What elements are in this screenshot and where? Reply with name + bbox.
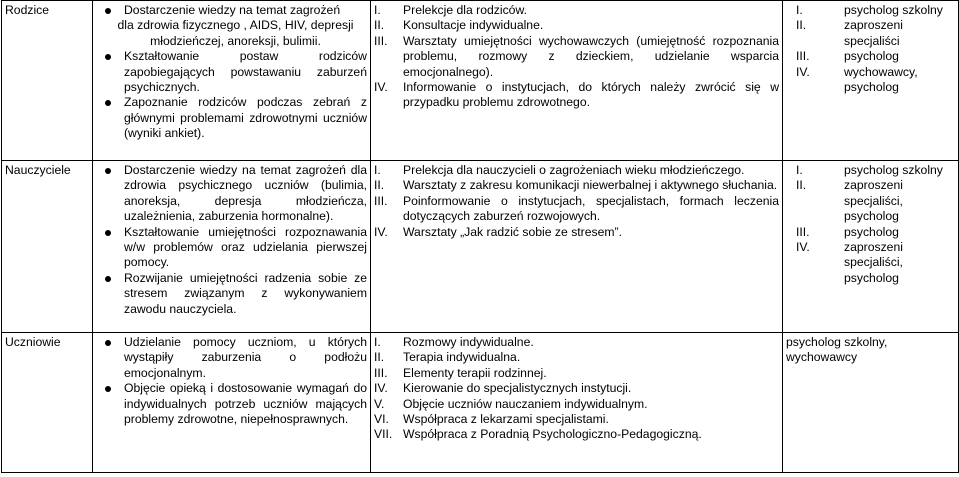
list-item: I. Prelekcja dla nauczycieli o zagrożeniach wieku młodzieńczego. bbox=[374, 163, 745, 177]
forms-list bbox=[374, 163, 779, 240]
list-item: III. psycholog bbox=[796, 49, 899, 64]
list-item: Zapoznanie rodziców podczas zebrań z głównymi problemami zdrowotnymi uczniów (wyniki ankiet). bbox=[96, 95, 367, 141]
bullet-icon bbox=[105, 8, 111, 14]
forms-list bbox=[374, 3, 779, 111]
list-item: Dostarczenie wiedzy na temat zagrożeń dla zdrowia psychicznego uczniów (bulimia, anoreksja, depresja młodzieńcza, uzależnienia, zaburzenia hormonalne). bbox=[96, 163, 367, 225]
group-label: Rodzice bbox=[2, 1, 93, 161]
list-item: II. zaproszeni specjaliści bbox=[796, 18, 903, 48]
list-item: IV. Warsztaty „Jak radzić sobie ze stresem”. bbox=[374, 224, 622, 239]
list-item-continuation: dla zdrowia fizycznego , AIDS, HIV, depresji młodzieńczej, anoreksji, bulimii. bbox=[117, 18, 354, 48]
group-label: Uczniowie bbox=[2, 333, 93, 473]
list-item: Kształtowanie postaw rodziców zapobiegających powstawaniu zaburzeń psychicznych. bbox=[96, 49, 367, 95]
content-cell bbox=[93, 1, 371, 161]
list-item: Kształtowanie umiejętności rozpoznawania w/w problemów oraz udzielania pierwszej pomocy. bbox=[96, 225, 367, 271]
forms-cell bbox=[371, 161, 783, 333]
bullet-icon bbox=[105, 168, 111, 174]
list-item: II. Warsztaty z zakresu komunikacji niewerbalnej i aktywnego słuchania. bbox=[374, 178, 778, 193]
bullet-icon bbox=[105, 100, 111, 106]
responsible-cell bbox=[783, 333, 959, 473]
bullet-icon bbox=[105, 340, 111, 346]
list-item: IV. wychowawcy, psycholog bbox=[796, 64, 918, 95]
table-row-nauczyciele bbox=[2, 161, 959, 333]
responsible-list bbox=[786, 3, 955, 95]
content-cell bbox=[93, 333, 371, 473]
content-cell bbox=[93, 161, 371, 333]
content-list bbox=[96, 49, 367, 141]
responsible-list bbox=[786, 163, 955, 286]
content-list bbox=[96, 163, 367, 317]
list-item: IV. Kierowanie do specjalistycznych instytucji. bbox=[374, 381, 632, 396]
responsible-cell bbox=[783, 161, 959, 333]
list-item: IV. zaproszeni specjaliści, psycholog bbox=[796, 240, 903, 285]
table-row-uczniowie bbox=[2, 333, 959, 473]
list-item: VI. Współpraca z lekarzami specjalistami. bbox=[374, 412, 609, 427]
list-item: III. psycholog bbox=[796, 224, 899, 239]
list-item: Rozwijanie umiejętności radzenia sobie ze stresem związanym z wykonywaniem zawodu nauczyciela. bbox=[96, 271, 367, 317]
responsible-text: psycholog szkolny, wychowawcy bbox=[786, 335, 888, 365]
list-item: I. psycholog szkolny bbox=[796, 3, 943, 17]
bullet-icon bbox=[105, 386, 111, 392]
list-item: III. Elementy terapii rodzinnej. bbox=[374, 365, 547, 380]
content-list bbox=[96, 335, 367, 427]
list-item: Udzielanie pomocy uczniom, u których wystąpiły zaburzenia o podłożu emocjonalnym. bbox=[96, 335, 367, 381]
list-item: I. Rozmowy indywidualne. bbox=[374, 335, 534, 349]
bullet-icon bbox=[105, 230, 111, 236]
list-item: II. Terapia indywidualna. bbox=[374, 350, 521, 365]
list-item: Dostarczenie wiedzy na temat zagrożeń bbox=[96, 3, 367, 18]
list-item: V. Objęcie uczniów nauczaniem indywidualnym. bbox=[374, 396, 648, 411]
list-item: I. psycholog szkolny bbox=[796, 163, 943, 177]
forms-cell bbox=[371, 333, 783, 473]
table-row-rodzice bbox=[2, 1, 959, 161]
bullet-icon bbox=[105, 276, 111, 282]
forms-list bbox=[374, 335, 779, 443]
list-item: III. Poinformowanie o instytucjach, specjalistach, formach leczenia dotyczących zaburzeń rozwojowych. bbox=[374, 193, 779, 224]
bullet-icon bbox=[105, 54, 111, 60]
content-list bbox=[96, 3, 367, 18]
list-item: III. Warsztaty umiejętności wychowawczych (umiejętność rozpoznania problemu, rozmowy z dzieckiem, udzielanie wsparcia emocjonalnego). bbox=[374, 33, 779, 79]
list-item: II. zaproszeni specjaliści, psycholog bbox=[796, 178, 903, 224]
list-item: I. Prelekcje dla rodziców. bbox=[374, 3, 527, 17]
list-item: VII. Współpraca z Poradnią Psychologiczno-Pedagogiczną. bbox=[374, 427, 702, 442]
list-item: Objęcie opieką i dostosowanie wymagań do indywidualnych potrzeb uczniów mających problemy zdrowotne, niepełnosprawnych. bbox=[96, 381, 367, 427]
group-label: Nauczyciele bbox=[2, 161, 93, 333]
list-item: IV. Informowanie o instytucjach, do których należy zwrócić się w przypadku problemu zdrowotnego. bbox=[374, 80, 779, 110]
list-item: II. Konsultacje indywidualne. bbox=[374, 18, 544, 33]
plan-table bbox=[1, 0, 959, 473]
forms-cell bbox=[371, 1, 783, 161]
responsible-cell bbox=[783, 1, 959, 161]
